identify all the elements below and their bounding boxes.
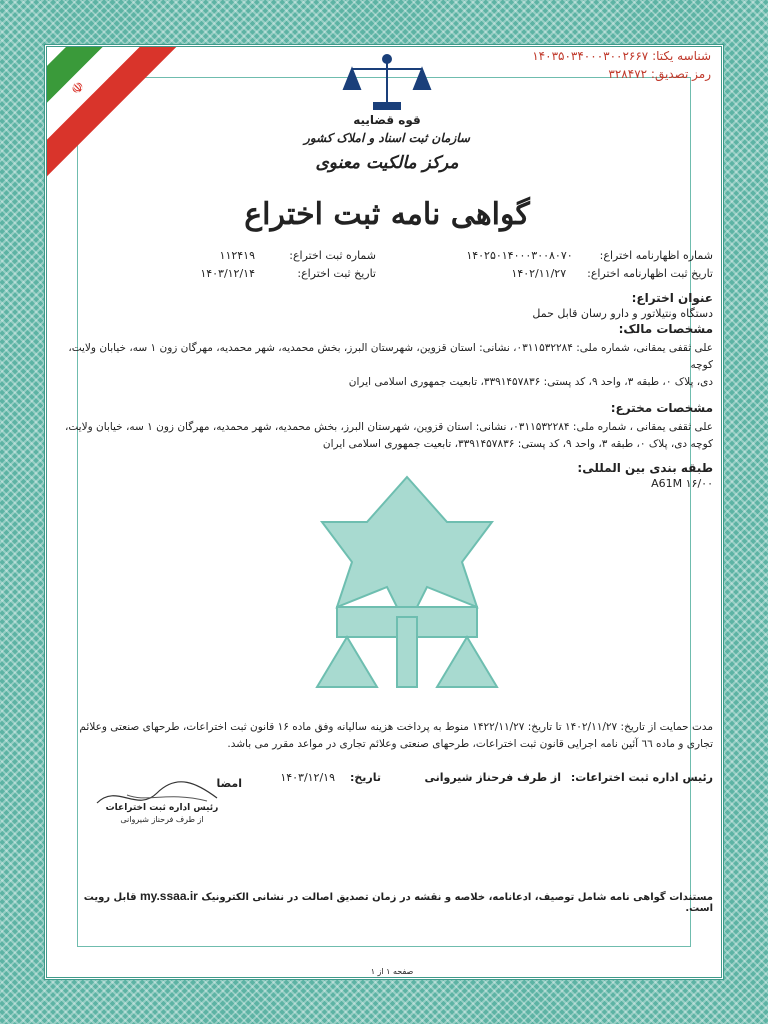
certificate-body [44,44,724,980]
invention-section [57,291,713,492]
org-label: سازمان ثبت اسناد و املاک کشور [304,131,470,145]
reg-no: ۱۱۲۴۱۹ [219,249,255,262]
page-title: گواهی نامه ثبت اختراع [244,197,530,232]
owner-line2: دی، پلاک ۰، طبقه ۳، واحد ۹، کد پستی: ۳۳۹۱۴۵۷۸۳۶، تابعیت جمهوری اسلامی ایران [348,376,713,388]
support-line1: مدت حمایت از تاریخ: ۱۴۰۲/۱۱/۲۷ تا تاریخ: ۱۴۲۲/۱۱/۲۷ منوط به پرداخت هزینه سالیانه وفق ماده ۱۶ قانون ثبت اختراعات، طرحهای صنعتی وعلائم [79,721,713,733]
judiciary-label: قوه قضاییه [353,113,421,127]
invention-title: دستگاه ونتیلاتور و دارو رسان قابل حمل [532,307,713,320]
reg-date: ۱۴۰۳/۱۲/۱۴ [200,267,255,280]
class-label: طبقه بندی بین المللی: [577,461,713,475]
class-value: A61M ۱۶/۰۰ [651,477,713,490]
sign-date: ۱۴۰۳/۱۲/۱۹ [280,771,335,784]
footer-note-pre: مستندات گواهی نامه شامل توصیف، ادعانامه، خلاصه و نقشه در زمان تصدیق اصالت در نشانی الکترونیک [201,892,713,903]
decl-date: ۱۴۰۲/۱۱/۲۷ [511,267,567,280]
emblem-icon: ☫ [68,78,89,99]
head-name: از طرف فرحناز شیروانی [424,771,561,784]
stamp-sub: از طرف فرحناز شیروانی [120,815,204,824]
footer-note-post: قابل رویت است. [83,892,713,914]
reg-date-label: تاریخ ثبت اختراع: [297,267,376,280]
page-number: صفحه ۱ از ۱ [370,967,414,976]
reg-no-label: شماره ثبت اختراع: [289,249,376,262]
owner-line1: علی ثقفی یمقانی، شماره ملی: ۰۳۱۱۵۳۲۲۸۴، نشانی: استان قزوین، شهرستان البرز، بخش محمدیه، شهر محمدیه، مهرگان زون ۱ سه، خیابان ولایت، کوچه [68,342,713,371]
unique-id: ۱۴۰۳۵۰۳۴۰۰۰۳۰۰۲۶۶۷ [532,49,649,63]
head-label: رئیس اداره ثبت اختراعات: [570,771,713,784]
footer-site-link[interactable]: my.ssaa.ir [140,889,198,903]
inventor-line1: علی ثقفی یمقانی ، شماره ملی: ۰۳۱۱۵۳۲۲۸۴، نشانی: استان قزوین، شهرستان البرز، بخش محمدیه، شهر محمدیه، مهرگان زون ۱ سه، خیابان ولایت، [64,421,713,433]
decl-date-label: تاریخ ثبت اظهارنامه اختراع: [587,267,713,280]
center-label: مرکز مالکیت معنوی [315,153,459,173]
owner-label: مشخصات مالک: [618,322,713,336]
footer-note [57,889,713,914]
judiciary-watermark-icon [277,467,537,707]
stamp-title: رئیس اداره ثبت اختراعات [105,803,219,813]
decl-no: ۱۴۰۲۵۰۱۴۰۰۰۳۰۰۸۰۷۰ [466,249,573,262]
inventor-label: مشخصات مخترع: [610,401,713,415]
unique-id-label: شناسه یکتا: [652,49,711,63]
support-line2: تجاری و ماده ٦٦ آئین نامه اجرایی قانون ثبت اختراعات، طرحهای صنعتی وعلائم تجاری در مواعد مقرر می باشد. [227,738,713,750]
date-label: تاریخ: [349,771,381,784]
sign-label: امضا [216,777,242,790]
inventor-line2: کوچه دی، پلاک ۰، طبقه ۳، واحد ۹، کد پستی: ۳۳۹۱۴۵۷۸۳۶، تابعیت جمهوری اسلامی ایران [322,438,713,450]
decl-no-label: شماره اظهارنامه اختراع: [599,249,713,262]
support-section [57,719,713,753]
verify-label: رمز تصدیق: [650,67,711,81]
scales-of-justice-icon [342,53,432,113]
invention-title-label: عنوان اختراع: [631,291,713,305]
verify-code: ۳۲۸۴۷۲ [608,67,648,81]
